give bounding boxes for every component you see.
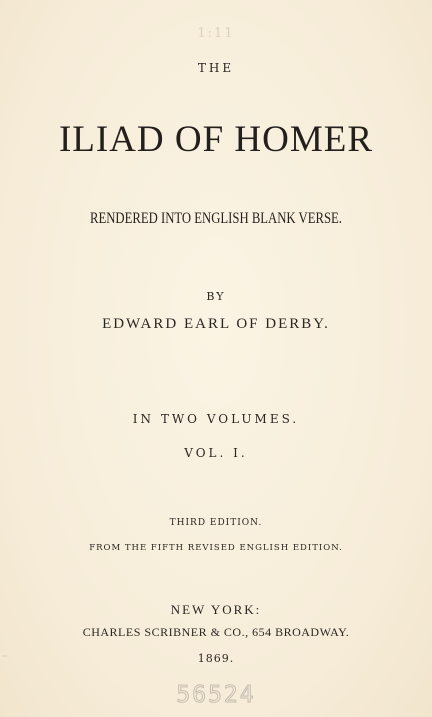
- page-edge-mark: [2, 655, 7, 657]
- imprint-year: 1869.: [197, 652, 235, 665]
- imprint-publisher: CHARLES SCRIBNER & CO., 654 BROADWAY.: [82, 625, 350, 639]
- author-name: EDWARD EARL OF DERBY.: [102, 316, 330, 332]
- volume-number: VOL. I.: [184, 446, 248, 460]
- edition-note: THIRD EDITION.: [169, 518, 263, 528]
- imprint-city: NEW YORK:: [170, 602, 262, 617]
- volume-count: IN TWO VOLUMES.: [132, 412, 300, 426]
- by-line: BY: [206, 290, 226, 303]
- edition-source-note: FROM THE FIFTH REVISED ENGLISH EDITION.: [89, 543, 343, 553]
- book-title: ILIAD OF HOMER: [58, 119, 374, 160]
- library-stamp: 56524: [176, 682, 256, 708]
- bleed-through-text: 1:11: [197, 26, 235, 41]
- title-article: THE: [197, 61, 235, 75]
- book-subtitle: RENDERED INTO ENGLISH BLANK VERSE.: [90, 210, 342, 227]
